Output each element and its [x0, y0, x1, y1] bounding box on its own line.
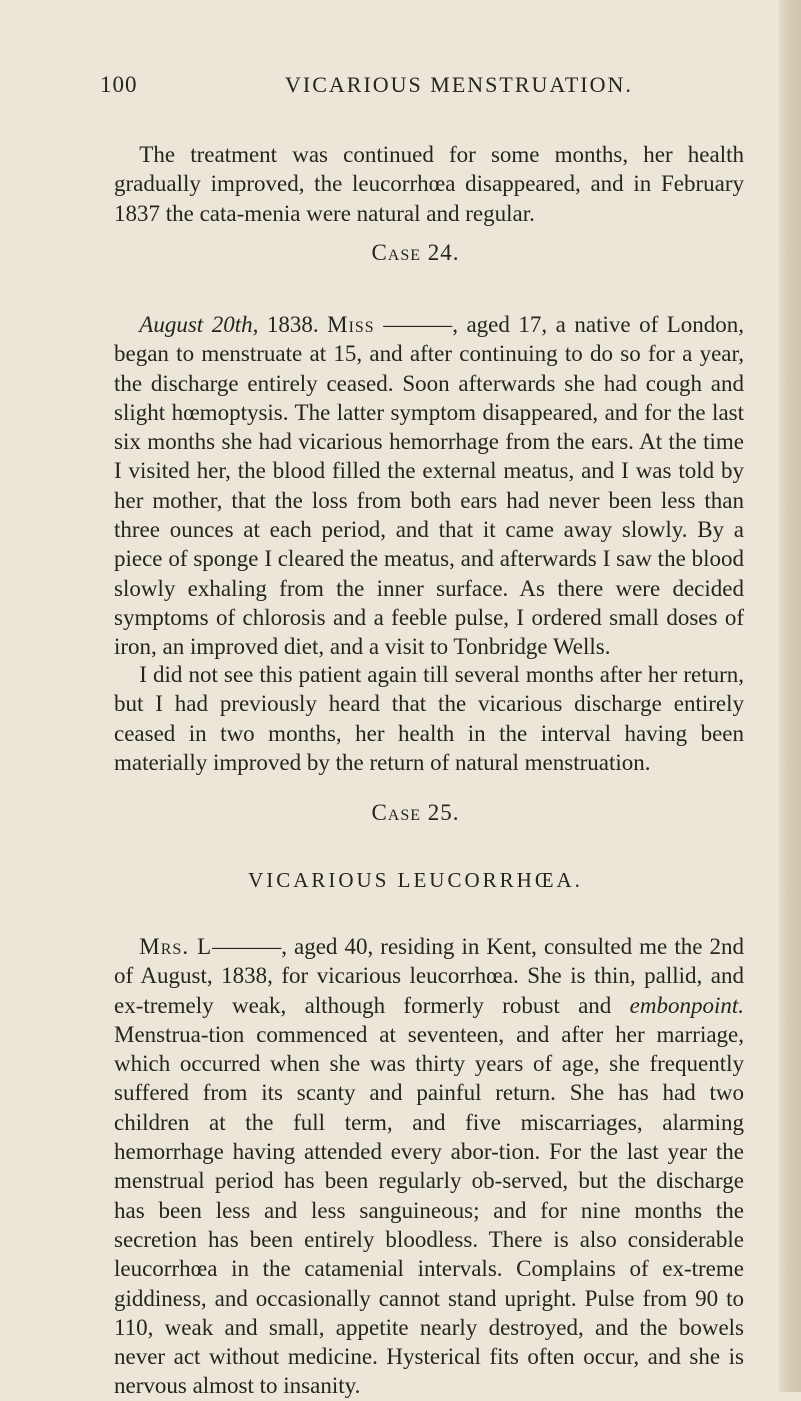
case-24-year: 1838. — [266, 312, 319, 337]
case-24-heading: Case 24. — [371, 240, 460, 265]
page-edge-shadow — [779, 0, 801, 1392]
case-24-paragraph-2 — [114, 660, 744, 777]
case-25-text-a: ———, aged 40, residing in Kent, consulted me the 2nd of August, 1838, for vicarious leucorrhœa. She is thin, pallid, and ex-tremely weak, although formerly robust and — [114, 934, 744, 1018]
case-25-subheading: VICARIOUS LEUCORRHŒA. — [248, 868, 583, 892]
case-25-paragraph — [114, 932, 744, 1401]
page-number: 100 — [100, 72, 138, 97]
case-24-paragraph-1 — [114, 310, 744, 662]
case-25-mrs: Mrs. L — [139, 934, 213, 959]
running-head: VICARIOUS MENSTRUATION. — [285, 72, 633, 97]
case-24-date: August 20th, — [139, 312, 259, 337]
case-25-text-b: Menstrua-tion commenced at seventeen, and after her marriage, which occurred when she was thirty years of age, she frequently suffered from its scanty and painful return. She has had two children at the full term, and five miscarriages, alarming hemorrhage having attended every abor-tion. For the last year the menstrual period has been regularly ob-served, but the discharge has been less and less sanguineous; and for nine months the secretion has been entirely bloodless. There is also considerable leucorrhœa in the catamenial intervals. Complains of ex-treme giddiness, and occasionally cannot stand upright. Pulse from 90 to 110, weak and small, appetite nearly destroyed, and the bowels never act without medicine. Hysterical fits often occur, and she is nervous almost to insanity. — [114, 1021, 744, 1399]
case-25-heading: Case 25. — [371, 800, 460, 825]
case-25-embonpoint: embonpoint. — [629, 992, 745, 1018]
case-24-followup-text: I did not see this patient again till several months after her return, but I had previously heard that the vicarious discharge entirely ceased in two months, her health in the interval having been materially improved by the return of natural menstruation. — [114, 662, 744, 775]
paragraph-treatment — [114, 140, 744, 228]
case-24-text: ———, aged 17, a native of London, began to menstruate at 15, and after continuing to do so for a year, the discharge entirely ceased. Soon afterwards she had cough and slight hœmoptysis. The latter symptom disappeared, and for the last six months she had vicarious hemorrhage from the ears. At the time I visited her, the blood filled the external meatus, and I was told by her mother, that the loss from both ears had never been less than three ounces at each period, and that it came away slowly. By a piece of sponge I cleared the meatus, and afterwards I saw the blood slowly exhaling from the inner surface. As there were decided symptoms of chlorosis and a feeble pulse, I ordered small doses of iron, an improved diet, and a visit to Tonbridge Wells. — [114, 312, 745, 660]
paragraph-text: The treatment was continued for some months, her health gradually improved, the leucorrhœa disappeared, and in February 1837 the cata-menia were natural and regular. — [114, 142, 744, 226]
case-24-miss: Miss — [327, 312, 375, 337]
